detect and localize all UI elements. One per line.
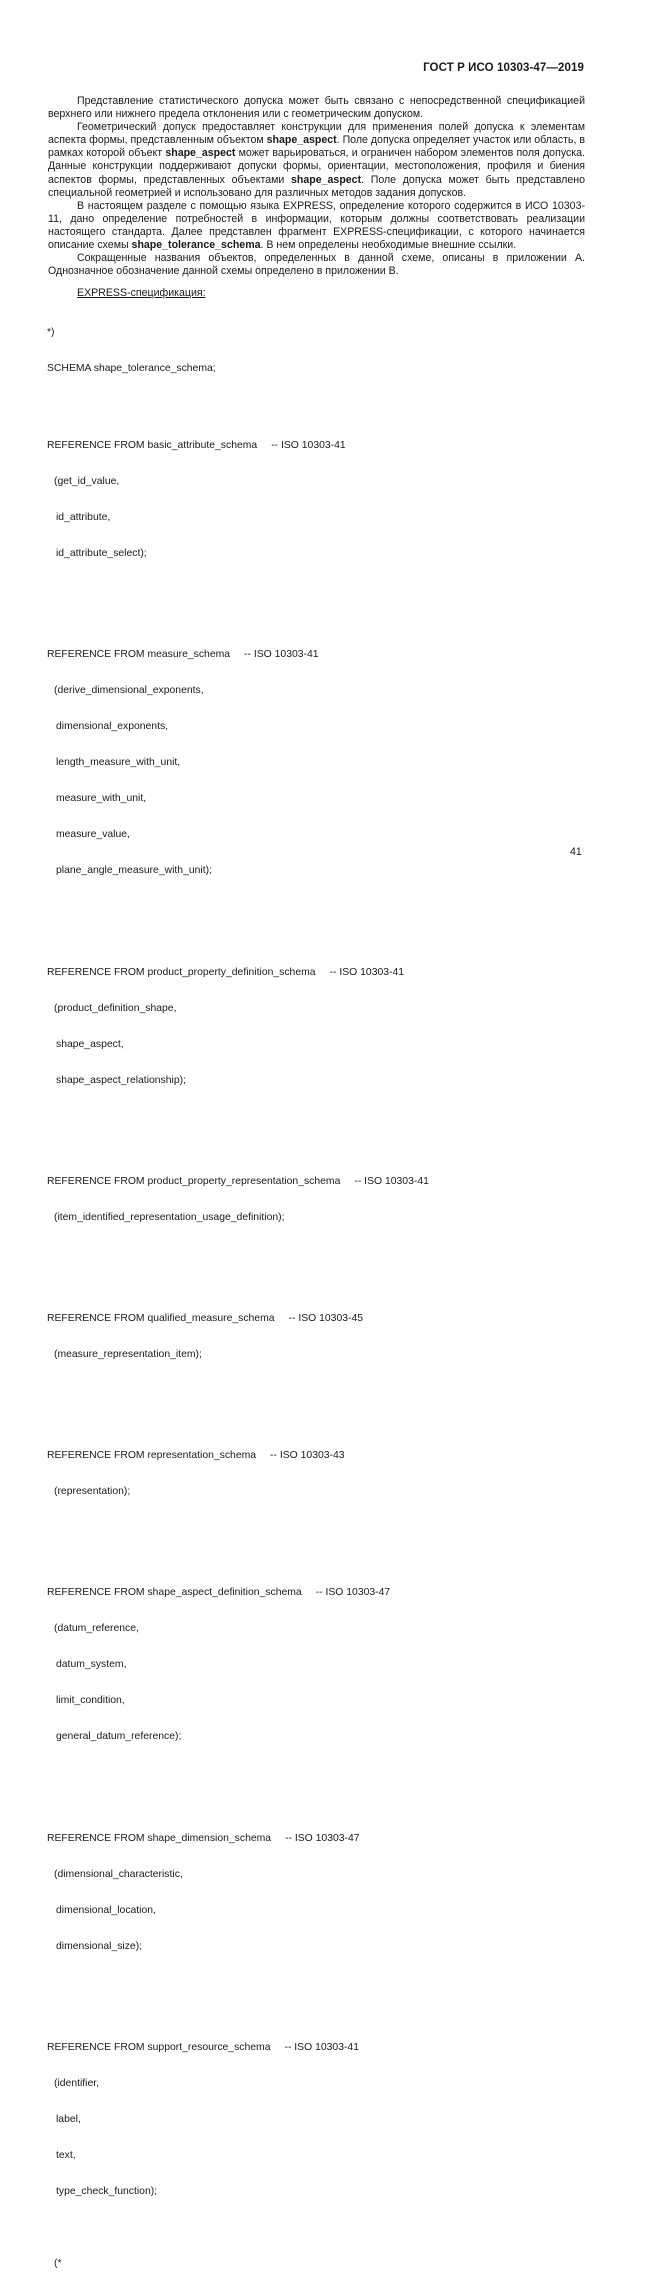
reference-block: REFERENCE FROM support_resource_schema -- ISO 10303-41 (identifier, label, text, type_check_function);	[47, 2041, 359, 2197]
code-close-comment: (*	[54, 2257, 62, 2269]
paragraph-express-intro: В настоящем разделе с помощью языка EXPRESS, определение которого содержится в ИСО 10303-11, дано определение потребностей в информации, которым должны соответствовать реализации настоящего стандарта. Далее представлен фрагмент EXPRESS-спецификации, с которого начинается описание схемы shape_tolerance_schema. В нем определены необходимые внешние ссылки.	[48, 199, 585, 252]
express-code-block	[47, 303, 587, 2282]
code-schema-line: SCHEMA shape_tolerance_schema;	[47, 363, 216, 374]
reference-block: REFERENCE FROM representation_schema -- ISO 10303-43 (representation);	[47, 1450, 345, 1498]
body-text	[48, 95, 585, 278]
reference-block: REFERENCE FROM product_property_definition_schema -- ISO 10303-41 (product_definition_shape, shape_aspect, shape_aspect_relationship);	[47, 966, 405, 1086]
code-open-comment: *)	[47, 327, 55, 338]
term-schema-name: shape_tolerance_schema	[131, 239, 261, 252]
document-header-title: ГОСТ Р ИСО 10303-47—2019	[423, 62, 584, 74]
reference-block: REFERENCE FROM product_property_representation_schema -- ISO 10303-41 (item_identified_representation_usage_definition);	[47, 1175, 429, 1223]
reference-block: REFERENCE FROM shape_aspect_definition_schema -- ISO 10303-47 (datum_reference, datum_system, limit_condition, general_datum_reference);	[47, 1587, 391, 1743]
paragraph-abbreviations: Сокращенные названия объектов, определенных в данной схеме, описаны в приложении А. Однозначное обозначение данной схемы определено в приложении В.	[48, 252, 585, 278]
paragraph-geometric-tolerance: Геометрический допуск предоставляет конструкции для применения полей допуска к элементам аспекта формы, представленным объектом shape_aspect. Поле допуска определяет участок или область, в рамках которой объект shape_aspect может варьироваться, и ограничен набором элементов поля допуска. Данные конструкции поддерживают допуски формы, ориентации, местоположения, профиля и биения аспектов формы, представленных объектами shape_aspect. Поле допуска может быть представлено специальной геометрией и использовано для различных методов задания допусков.	[48, 121, 585, 199]
reference-block: REFERENCE FROM measure_schema -- ISO 10303-41 (derive_dimensional_exponents, dimensional_exponents, length_measure_with_unit, measure_with_unit, measure_value, plane_angle_measure_with_unit);	[47, 649, 319, 877]
express-spec-label: EXPRESS-спецификация:	[77, 287, 206, 299]
reference-block: REFERENCE FROM shape_dimension_schema -- ISO 10303-47 (dimensional_characteristic, dimensional_location, dimensional_size);	[47, 1832, 360, 1952]
term-shape-aspect: shape_aspect	[165, 147, 236, 160]
term-shape-aspect: shape_aspect	[266, 134, 337, 147]
page-number: 41	[570, 846, 582, 858]
paragraph-statistical-tolerance: Представление статистического допуска может быть связано с непосредственной спецификацией верхнего или нижнего предела отклонения или с геометрическим допуском.	[48, 95, 585, 121]
term-shape-aspect: shape_aspect	[291, 173, 362, 186]
reference-block: REFERENCE FROM qualified_measure_schema -- ISO 10303-45 (measure_representation_item);	[47, 1312, 364, 1360]
reference-block: REFERENCE FROM basic_attribute_schema -- ISO 10303-41 (get_id_value, id_attribute, id_attribute_select);	[47, 440, 346, 560]
